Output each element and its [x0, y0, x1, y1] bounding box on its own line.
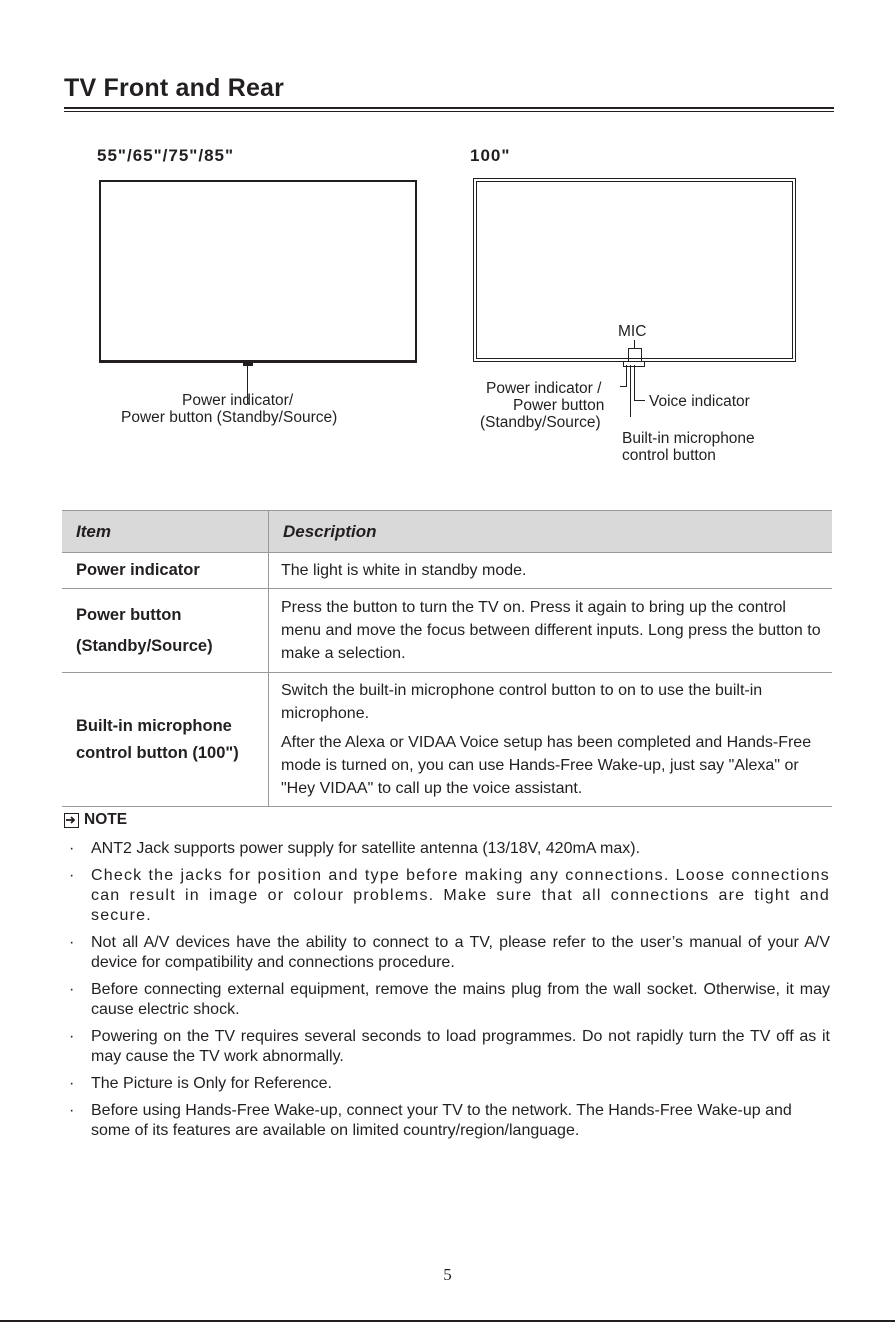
- bullet: ·: [69, 934, 75, 951]
- power-label-line1: Power indicator /: [486, 380, 602, 397]
- list-item: [64, 839, 830, 859]
- page-title: TV Front and Rear: [64, 74, 285, 102]
- row-description: [269, 553, 833, 589]
- voice-callout-tick: [634, 400, 645, 401]
- row-item: Power indicator: [62, 553, 269, 589]
- note-list: [64, 839, 830, 1148]
- item-line: Power button: [76, 605, 182, 624]
- tv-front-illustration-small: [99, 180, 417, 362]
- list-item: [64, 933, 830, 973]
- title-rule-thin: [64, 111, 834, 112]
- power-label-line2: Power button: [513, 397, 605, 414]
- header-item: Item: [62, 511, 269, 553]
- list-item: [64, 1074, 830, 1094]
- bullet: ·: [69, 1102, 75, 1119]
- item-line: (Standby/Source): [76, 636, 213, 655]
- left-model-label: 55"/65"/75"/85": [97, 146, 235, 165]
- bottom-rule: [0, 1320, 895, 1322]
- row-item: [62, 589, 269, 673]
- note-text: ANT2 Jack supports power supply for satellite antenna (13/18V, 420mA max).: [91, 840, 641, 857]
- item-description-table: [62, 510, 832, 807]
- mic-label: MIC: [618, 323, 647, 340]
- description-text: The light is white in standby mode.: [281, 562, 527, 579]
- note-heading: [64, 811, 127, 829]
- table-header-row: [62, 511, 832, 553]
- table-row: [62, 553, 832, 589]
- bullet: ·: [69, 867, 76, 884]
- power-callout-tick: [620, 386, 627, 387]
- row-item: [62, 673, 269, 807]
- description-text: After the Alexa or VIDAA Voice setup has been completed and Hands-Free mode is turned on, you can use Hands-Free Wake-up, just say "Alexa" or "Hey VIDAA" to call up the voice assistant.: [281, 734, 812, 797]
- note-text: Before connecting external equipment, remove the mains plug from the wall socket. Otherwise, it may cause electric shock.: [91, 981, 830, 1018]
- arrow-note-icon: [64, 813, 79, 828]
- note-text: Powering on the TV requires several seconds to load programmes. Do not rapidly turn the TV off as it may cause the TV work abnormally.: [91, 1028, 830, 1065]
- left-callout-line1: Power indicator/: [182, 392, 294, 409]
- note-text: Before using Hands-Free Wake-up, connect your TV to the network. The Hands-Free Wake-up and some of its features are available on limited country/region/language.: [91, 1102, 792, 1139]
- mic-callout-line: [634, 340, 635, 348]
- title-rule: [64, 107, 834, 109]
- mic-button-label-line1: Built-in microphone: [622, 430, 755, 447]
- right-model-label: 100": [470, 146, 511, 165]
- bullet: ·: [69, 840, 75, 857]
- item-line: Built-in microphone: [76, 716, 232, 735]
- tv-bezel-bottom: [99, 360, 417, 363]
- note-text: The Picture is Only for Reference.: [91, 1075, 332, 1092]
- power-label-line3: (Standby/Source): [480, 414, 601, 431]
- bullet: ·: [69, 1028, 75, 1045]
- left-callout-line2: Power button (Standby/Source): [121, 409, 338, 426]
- mic-button-callout-line: [630, 365, 631, 417]
- bullet: ·: [69, 981, 75, 998]
- power-callout-line: [626, 365, 627, 387]
- power-indicator-mark: [243, 362, 253, 366]
- note-text: Check the jacks for position and type before making any connections. Loose connections can result in image or colour problems. Make sure that all connections are tight and secure.: [91, 867, 830, 924]
- bullet: ·: [69, 1075, 75, 1092]
- row-description: [269, 589, 833, 673]
- row-description: [269, 673, 833, 807]
- note-heading-text: NOTE: [84, 811, 128, 828]
- list-item: [64, 1027, 830, 1067]
- mic-button-label-line2: control button: [622, 447, 716, 464]
- item-line: control button (100"): [76, 743, 239, 762]
- mic-module-mark: [628, 348, 642, 362]
- voice-indicator-label: Voice indicator: [649, 393, 750, 410]
- note-text: Not all A/V devices have the ability to connect to a TV, please refer to the user’s manual of your A/V device for compatibility and connections procedure.: [91, 934, 830, 971]
- description-text: Press the button to turn the TV on. Press it again to bring up the control menu and move the focus between different inputs. Long press the button to make a selection.: [281, 599, 821, 662]
- table-row: [62, 589, 832, 673]
- table-row: [62, 673, 832, 807]
- description-text: Switch the built-in microphone control button to on to use the built-in microphone.: [281, 682, 763, 722]
- list-item: [64, 1101, 830, 1141]
- header-description: Description: [269, 511, 833, 553]
- page-number: 5: [443, 1265, 452, 1284]
- list-item: [64, 980, 830, 1020]
- list-item: [64, 866, 830, 926]
- voice-callout-line: [634, 365, 635, 401]
